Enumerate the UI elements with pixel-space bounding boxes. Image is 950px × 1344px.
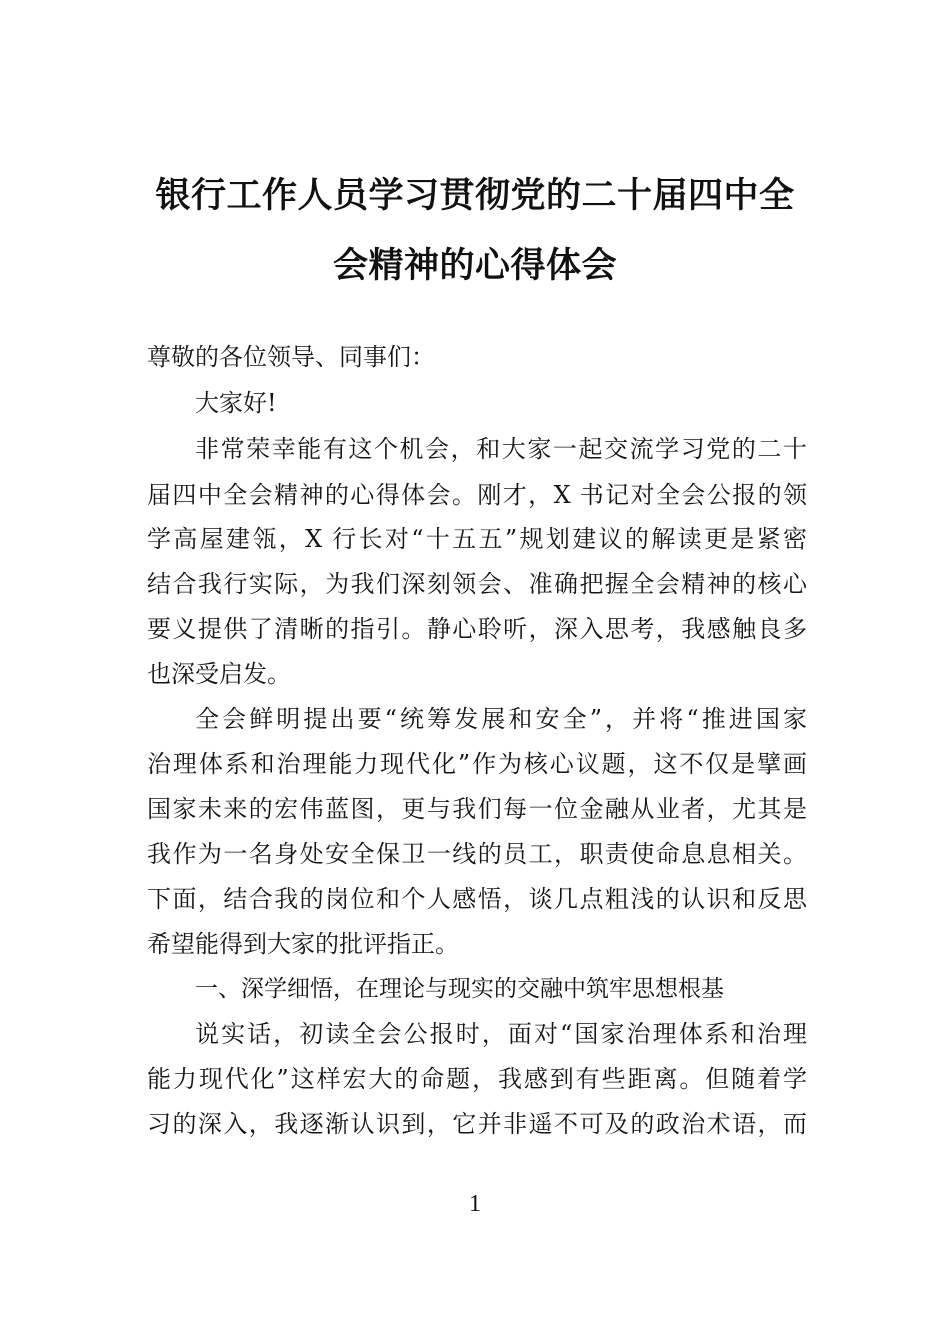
greeting: 大家好! <box>195 389 277 417</box>
section-heading: 一、深学细悟，在理论与现实的交融中筑牢思想根基 <box>195 976 724 1002</box>
paragraph-1-line: 结合我行实际，为我们深刻领会、准确把握全会精神的核心 <box>147 570 807 598</box>
paragraph-2-line: 下面，结合我的岗位和个人感悟，谈几点粗浅的认识和反思 <box>147 885 807 913</box>
document-title-line-1: 银行工作人员学习贯彻党的二十届四中全 <box>155 176 795 216</box>
paragraph-3-line: 说实话，初读全会公报时，面对“国家治理体系和治理 <box>195 1020 807 1048</box>
paragraph-2-line: 国家未来的宏伟蓝图，更与我们每一位金融从业者，尤其是 <box>147 795 807 823</box>
salutation: 尊敬的各位领导、同事们： <box>147 343 435 371</box>
paragraph-2-line: 治理体系和治理能力现代化”作为核心议题，这不仅是擘画 <box>147 750 807 778</box>
paragraph-3-line: 能力现代化”这样宏大的命题，我感到有些距离。但随着学 <box>147 1065 807 1093</box>
paragraph-3-line: 习的深入，我逐渐认识到，它并非遥不可及的政治术语，而 <box>147 1110 807 1138</box>
document-title-line-2: 会精神的心得体会 <box>332 246 617 286</box>
paragraph-2-line: 全会鲜明提出要“统筹发展和安全”，并将“推进国家 <box>195 705 807 733</box>
paragraph-1-line: 也深受启发。 <box>147 660 291 688</box>
paragraph-1-line: 届四中全会精神的心得体会。刚才，X 书记对全会公报的领 <box>147 481 807 509</box>
paragraph-1-line: 要义提供了清晰的指引。静心聆听，深入思考，我感触良多 <box>147 615 807 643</box>
page-number: 1 <box>469 1191 481 1217</box>
paragraph-2-line: 希望能得到大家的批评指正。 <box>147 930 459 958</box>
paragraph-1-line: 学高屋建瓴，X 行长对“十五五”规划建议的解读更是紧密 <box>147 525 807 553</box>
paragraph-2-line: 我作为一名身处安全保卫一线的员工，职责使命息息相关。 <box>147 840 807 868</box>
paragraph-1-line: 非常荣幸能有这个机会，和大家一起交流学习党的二十 <box>195 435 807 463</box>
